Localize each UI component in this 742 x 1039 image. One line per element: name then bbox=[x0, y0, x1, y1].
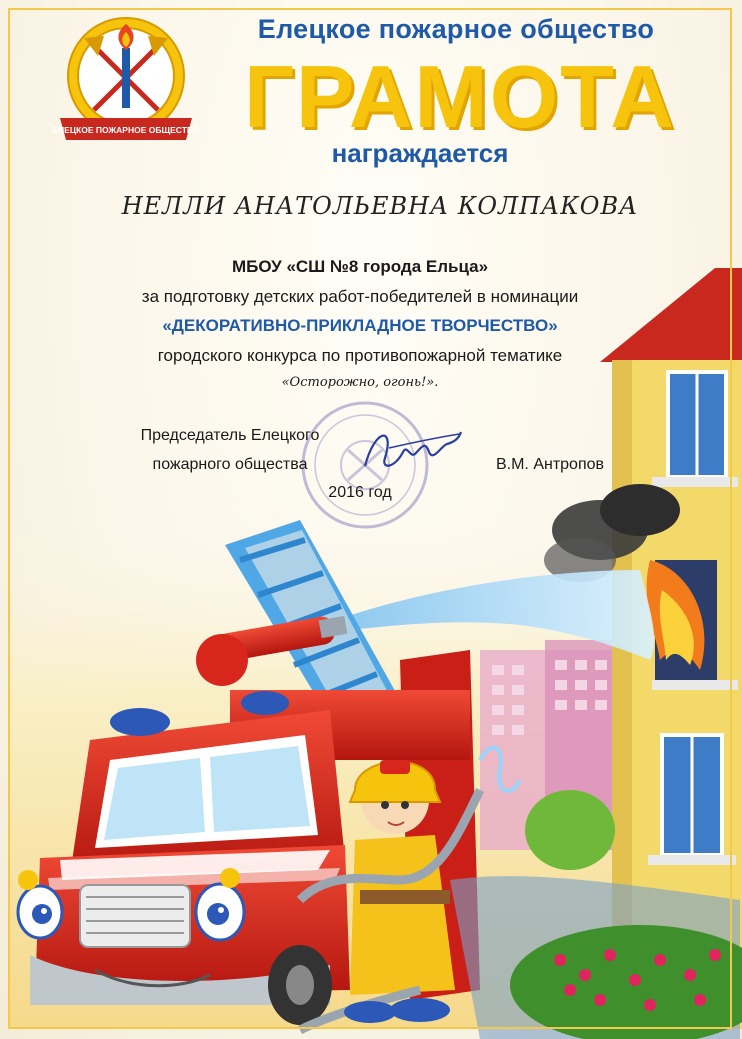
society-name: Елецкое пожарное общество bbox=[257, 14, 655, 44]
issue-year: 2016 год bbox=[328, 484, 392, 501]
signer-position-line1: Председатель Елецкого bbox=[140, 427, 320, 444]
awarded-label: награждается bbox=[331, 138, 509, 168]
contest-name-line: «Осторожно, огонь!». bbox=[281, 375, 439, 390]
contest-line: городского конкурса по противопожарной тематике bbox=[157, 346, 563, 365]
reason-line: за подготовку детских работ-победителей в номинации bbox=[141, 287, 579, 306]
nomination-line: «ДЕКОРАТИВНО-ПРИКЛАДНОЕ ТВОРЧЕСТВО» bbox=[162, 316, 558, 335]
handwritten-signature bbox=[355, 418, 465, 488]
signer-name: В.М. Антропов bbox=[495, 456, 605, 473]
signer-position-line2: пожарного общества bbox=[152, 456, 308, 473]
certificate-title: ГРАМОТА bbox=[244, 47, 676, 146]
school-line: МБОУ «СШ №8 города Ельца» bbox=[231, 257, 489, 276]
emblem-ribbon-text: ЕЛЕЦКОЕ ПОЖАРНОЕ ОБЩЕСТВО bbox=[52, 125, 200, 135]
recipient-name: НЕЛЛИ АНАТОЛЬЕВНА КОЛПАКОВА bbox=[121, 192, 639, 220]
society-emblem bbox=[52, 14, 200, 150]
